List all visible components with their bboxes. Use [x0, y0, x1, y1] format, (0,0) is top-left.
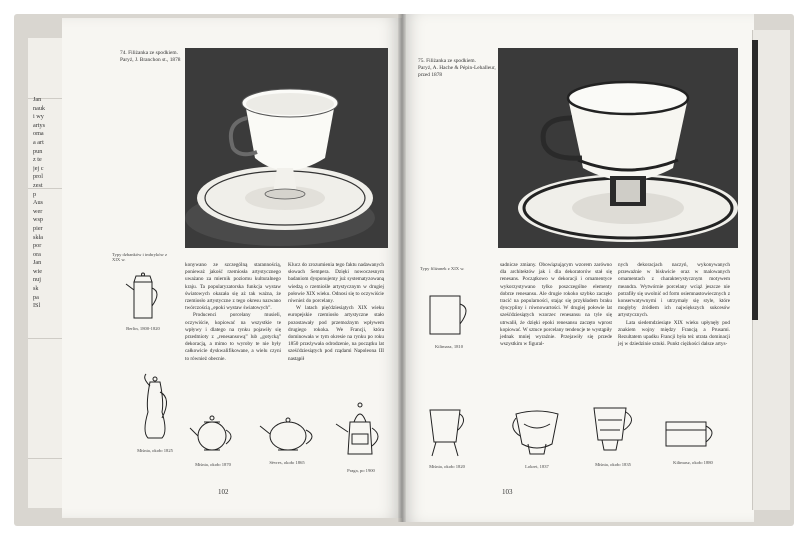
right-caption	[418, 58, 496, 79]
back-page-line: nauk	[33, 104, 46, 112]
right-caption-title: 75. Filiżanka ze spodkiem.	[418, 58, 476, 64]
back-page-line: skła	[33, 233, 43, 241]
back-page-line: Aus	[33, 199, 43, 207]
faceted-cup-sketch	[586, 400, 640, 458]
back-page-line: oma	[33, 130, 44, 138]
cup-label-3: Lokret, 1837	[525, 464, 549, 469]
back-page-line: zest	[33, 181, 43, 189]
left-page-number: 102	[218, 488, 229, 496]
cup-label-5: Kilimasz, około 1880	[673, 460, 713, 465]
right-cup-photo	[498, 48, 738, 248]
sketch-label-1: Berlin, 1800-1820	[126, 326, 160, 331]
sketch-label-4: Sèvres, około 1865	[269, 460, 305, 465]
left-text-column-2	[288, 262, 384, 363]
sketch-label-3: Miśnia, około 1870	[195, 462, 231, 467]
back-page-line: wsp	[33, 216, 43, 224]
cup-label-1: Kilimasz, 1810	[434, 344, 464, 349]
back-page-line: artys	[33, 121, 46, 129]
cup-label-2: Miśnia, około 1820	[429, 464, 465, 469]
right-side-heading: Typy filiżanek z XIX w.	[420, 266, 465, 271]
left-col2-para-2: W latach pięćdziesiątych XIX wieku europejskie rzemiosło artystyczne stało pozostawały pod przemożnym wpływem drugiego rokoka. We Francji, która dominowała w tym okresie na rynku po roku 1850 przeżywała odrodzenie, na początku lat sześćdziesiątych pod rządami Napoleona III nastąpił	[288, 305, 384, 362]
back-page-line: pun	[33, 147, 43, 155]
back-page-line: Jan	[33, 96, 42, 103]
back-page-line: pier	[33, 224, 43, 232]
back-page-line: prol	[33, 173, 43, 181]
right-col2-para-2: Lata siedemdziesiąte XIX wieku upłynęły pod znakiem wojny między Francją a Prusami. Rezultatem upadku Francji była też utrata dominacji jej w dziedzinie sztuki. Punkt ciężkości dalsze artys-	[618, 319, 730, 348]
back-page-line: i wy	[33, 113, 44, 121]
right-cup-illustration	[498, 48, 738, 248]
cylinder-cup-sketch	[660, 416, 724, 452]
back-page-line: nuj	[33, 276, 41, 284]
back-page-line: jej c	[33, 164, 44, 172]
back-page-line: sk	[33, 285, 39, 293]
left-side-heading: Typy dzbanków i imbryków z XIX w.	[112, 252, 168, 262]
book-gutter	[398, 14, 406, 522]
back-page-line: Jan	[33, 259, 42, 267]
left-caption	[120, 50, 190, 64]
left-col2-para-1: Klucz do zrozumienia tego faktu nadawanych słowach Sempera. Dzięki nowoczesnym badaniom dysponujemy już systematyzowaną wiedzą o rzemiośle artystycznym w drugiej połowie XIX wieku. Odnosi się to oczywiście również do porcelany.	[288, 262, 384, 305]
back-page-line: wer	[33, 207, 43, 215]
sketch-label-2: Miśnia, około 1825	[137, 448, 173, 453]
back-page-line: wie	[33, 267, 42, 275]
left-caption-source: Paryż, J. Branchon st., 1878	[120, 57, 181, 63]
back-page-line: p	[33, 190, 37, 198]
right-page-number: 103	[502, 488, 513, 496]
ornate-teapot-sketch	[334, 400, 386, 462]
left-cup-photo	[185, 48, 388, 248]
left-text-column-1	[185, 262, 281, 363]
back-page-line: ora	[33, 250, 41, 258]
right-text-column-2	[618, 262, 730, 348]
back-page-line: ISl	[33, 302, 41, 310]
sketch-label-5: Praga, po 1900	[347, 468, 375, 473]
ornate-cup-sketch	[508, 404, 566, 458]
round-teapot-sketch	[188, 408, 238, 456]
back-page-line: a art	[33, 138, 44, 146]
cup-label-4: Miśnia, około 1835	[595, 462, 631, 467]
back-page-text	[33, 96, 61, 311]
flat-teapot-sketch	[258, 412, 320, 454]
left-col1-para-2: Producenci porcelany musieli, oczywiście, kopiować na wszystkie te wpływy i dlatego na rynku pojawiły się przedmioty z „renesansową” lub „gotycką” dekoracją, a mimo to wyroby te nie były całkowicie dyskwalifikowane, a wielu czyni to również obecnie.	[185, 312, 281, 362]
back-page-line: z te	[33, 156, 42, 164]
left-cup-illustration	[185, 48, 388, 248]
back-page-line: pa	[33, 293, 39, 301]
right-text-column-1	[500, 262, 612, 348]
coffee-pot-sketch	[122, 272, 164, 322]
mug-sketch	[424, 290, 476, 340]
left-col1-para-1: konywano ze szczególną starannością, ponieważ jakość rzemiosła artystycznego uważano za miernik poziomu kulturalnego kraju. Ta popularyzatorska funkcja wystaw światowych okazała się aż tak ważna, że rzemiosło artystyczne z tego okresu nazwano twórczością „epoki wystaw światowych”.	[185, 262, 281, 312]
footed-cup-sketch	[424, 404, 470, 460]
right-caption-source: Paryż, A. Hache & Pépin-Lehalleur, przed 1878	[418, 65, 496, 78]
right-col1-para-1: sadnicze zmiany. Obowiązującym wzorem zarówno dla architektów jak i dla dekoratorów stał się renesans. Początkowo w dekoracji i ornamentyce wykorzystywano tylko poszczególne elementy dobrze renesansu. Ale drugie rokoko szybko zaczęło tracić na popularności, stając się przykładem braku dyscypliny i równowartości. W drugiej połowie lat sześćdziesiątych wzorzec renesansu na tyle się utrwalił, że dzięki epoki renesansu zaczęto wprost kopiować. W sztuce porcelany tendencje te wystąpiły jednak mniej wyraźnie. Przejawiły się przede wszystkim w figural-	[500, 262, 612, 348]
tall-ewer-sketch	[138, 372, 172, 442]
back-page-line: por	[33, 242, 42, 250]
dark-strip	[752, 40, 758, 320]
right-col2-para-1: nych dekoracjach naczyń, wykonywanych przeważnie w biskwicie oraz w malowanych ornamentach z charakterystycznym motywem meandra. Wytwórnie porcelany wciąż jeszcze nie potrafiły się uwolnić od form osiemnastowiecznych z konserwatywnymi i utrzymały się style, które mogłyby źródłem ich największych sukcesów artystycznych.	[618, 262, 730, 319]
left-caption-title: 74. Filiżanka ze spodkiem.	[120, 50, 178, 56]
